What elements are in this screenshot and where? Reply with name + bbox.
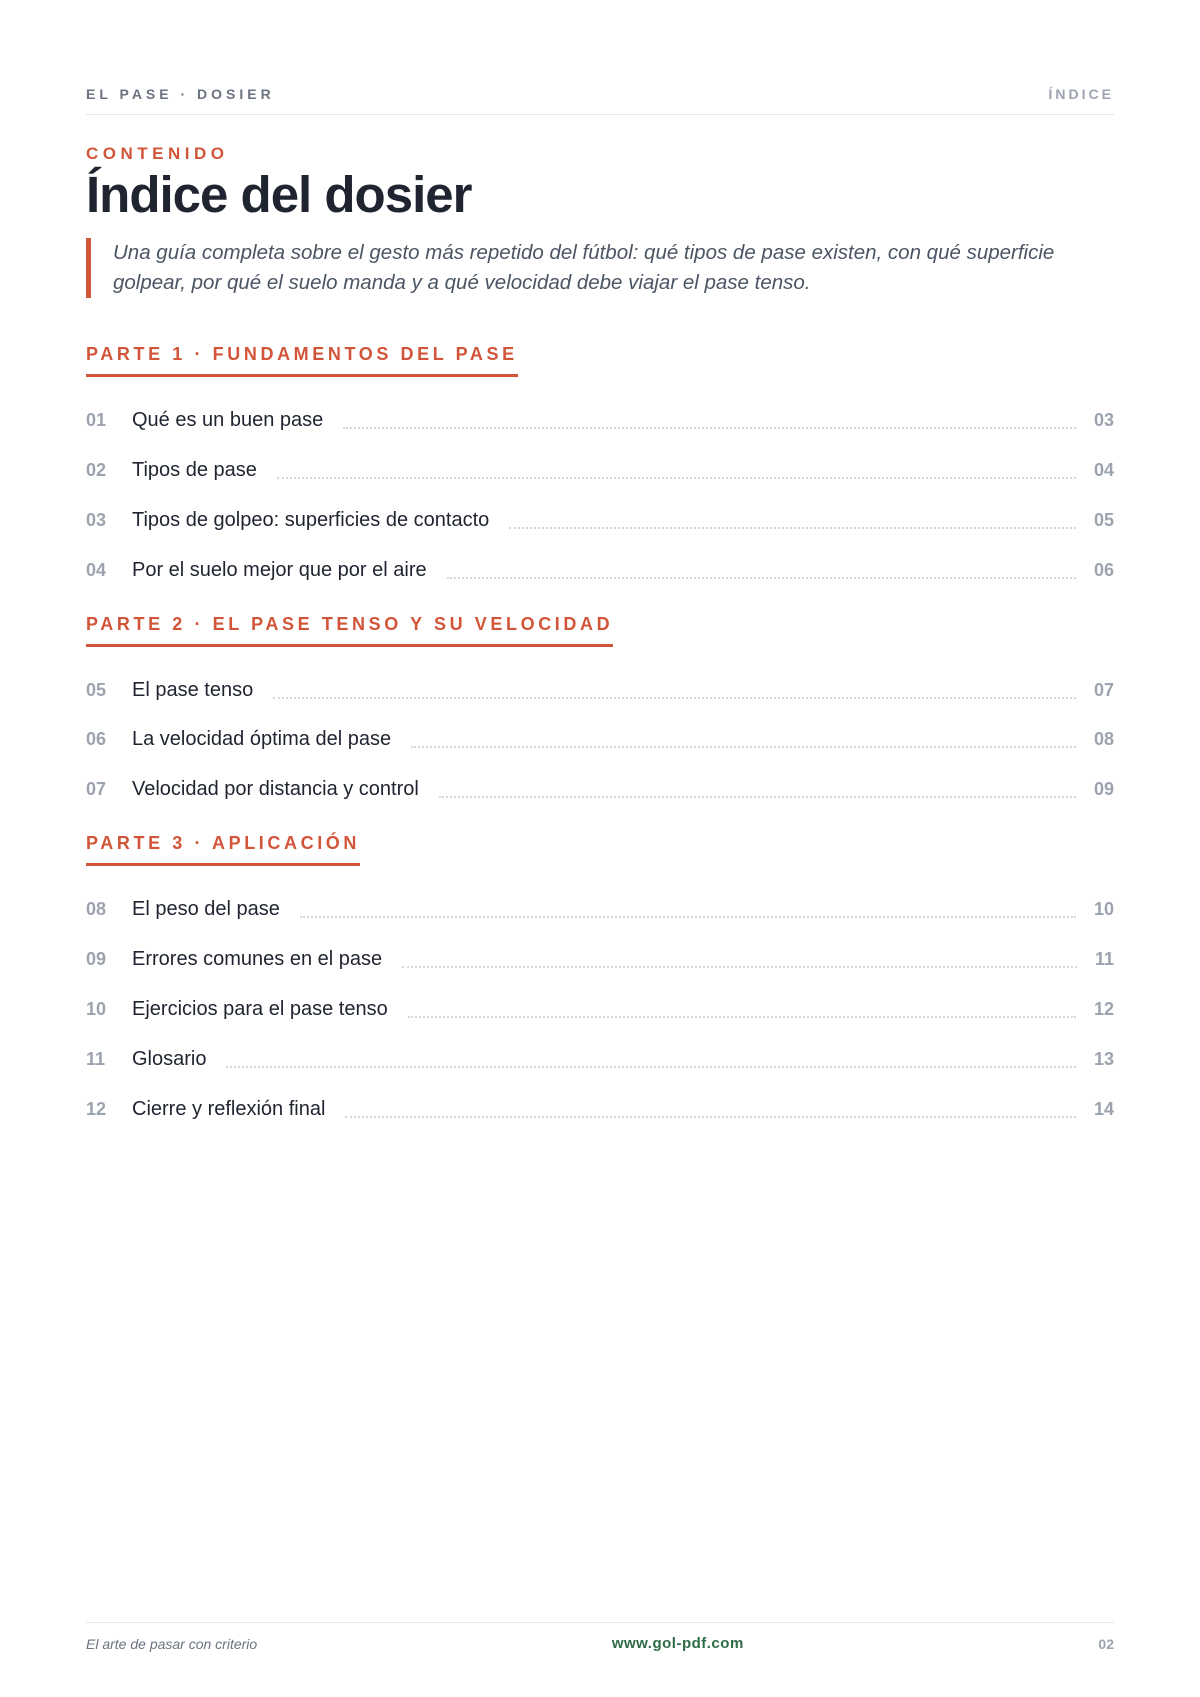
section-heading-part-2: PARTE 2 · EL PASE TENSO Y SU VELOCIDAD [86,614,613,647]
running-header [86,86,1114,115]
toc-entry-number: 09 [86,948,107,969]
dot-leader [277,477,1076,479]
dot-leader [300,916,1076,918]
page [86,0,1114,1697]
lead-paragraph: Una guía completa sobre el gesto más repetido del fútbol: qué tipos de pase existen, con qué superficie golpear, por qué el suelo manda y a qué velocidad debe viajar el pase tenso. [86,238,1074,298]
toc-entry-number: 01 [86,409,107,430]
toc-entry-number: 10 [86,998,107,1019]
toc-entry[interactable] [86,675,1114,705]
header-doc-title: EL PASE · DOSIER [86,86,275,102]
toc-entry-number: 04 [86,559,107,580]
toc-entry[interactable] [86,405,1114,435]
toc-entry-label: Errores comunes en el pase [132,947,383,970]
toc-entry-number: 06 [86,728,107,749]
toc-entry-label: Tipos de golpeo: superficies de contacto [132,508,490,531]
toc-entry[interactable] [86,724,1114,754]
toc-entry-number: 11 [86,1048,106,1069]
dot-leader [273,697,1076,699]
toc-entry[interactable] [86,774,1114,804]
toc-entry-page: 05 [1093,509,1114,530]
toc-entry-label: Por el suelo mejor que por el aire [132,558,427,581]
toc-entry-page: 10 [1093,898,1114,919]
toc-entry-label: Velocidad por distancia y control [132,777,419,800]
toc-entry-number: 02 [86,459,107,480]
toc-entry-label: El pase tenso [132,678,254,701]
page-footer [86,1622,1114,1652]
toc-entry-label: Tipos de pase [132,458,257,481]
toc-entry[interactable] [86,994,1114,1024]
dot-leader [411,746,1076,748]
dot-leader [509,527,1076,529]
dot-leader [447,577,1076,579]
toc-entry-page: 09 [1093,778,1114,799]
toc-entry[interactable] [86,1094,1114,1124]
dot-leader [343,427,1076,429]
toc-entry-number: 07 [86,778,107,799]
toc-entry-number: 08 [86,898,107,919]
toc-entry-number: 12 [86,1098,107,1119]
footer-page-number: 02 [1098,1635,1114,1652]
header-section-name: ÍNDICE [1048,86,1114,102]
toc-entry[interactable] [86,455,1114,485]
toc-entry-label: El peso del pase [132,897,280,920]
toc-entry-page: 14 [1093,1098,1114,1119]
dot-leader [226,1066,1075,1068]
kicker: CONTENIDO [86,144,229,163]
toc-entry-page: 12 [1093,998,1114,1019]
dot-leader [408,1016,1076,1018]
toc-entry-label: La velocidad óptima del pase [132,727,392,750]
toc-entry[interactable] [86,555,1114,585]
toc-entry[interactable] [86,1044,1114,1074]
toc-entry-page: 06 [1093,559,1114,580]
dot-leader [345,1116,1076,1118]
toc-entry-label: Cierre y reflexión final [132,1097,326,1120]
toc-entry-page: 04 [1093,459,1114,480]
toc-entry[interactable] [86,944,1114,974]
toc-entry-page: 11 [1094,948,1114,969]
toc-entry-number: 03 [86,509,107,530]
footer-website-link[interactable]: www.gol-pdf.com [611,1635,744,1652]
toc-entry-label: Glosario [132,1047,207,1070]
toc-entry-page: 13 [1093,1048,1114,1069]
dot-leader [439,796,1076,798]
section-heading-part-1: PARTE 1 · FUNDAMENTOS DEL PASE [86,344,518,377]
toc-entry[interactable] [86,894,1114,924]
toc-entry-page: 08 [1093,728,1114,749]
toc-entry-label: Ejercicios para el pase tenso [132,997,388,1020]
toc-entry[interactable] [86,505,1114,535]
toc-entry-label: Qué es un buen pase [132,408,324,431]
toc-entry-number: 05 [86,679,107,700]
toc-entry-page: 03 [1093,409,1114,430]
dot-leader [402,966,1077,968]
footer-tagline: El arte de pasar con criterio [86,1635,258,1652]
section-heading-part-3: PARTE 3 · APLICACIÓN [86,833,360,866]
page-title: Índice del dosier [86,166,472,223]
toc-entry-page: 07 [1093,679,1114,700]
